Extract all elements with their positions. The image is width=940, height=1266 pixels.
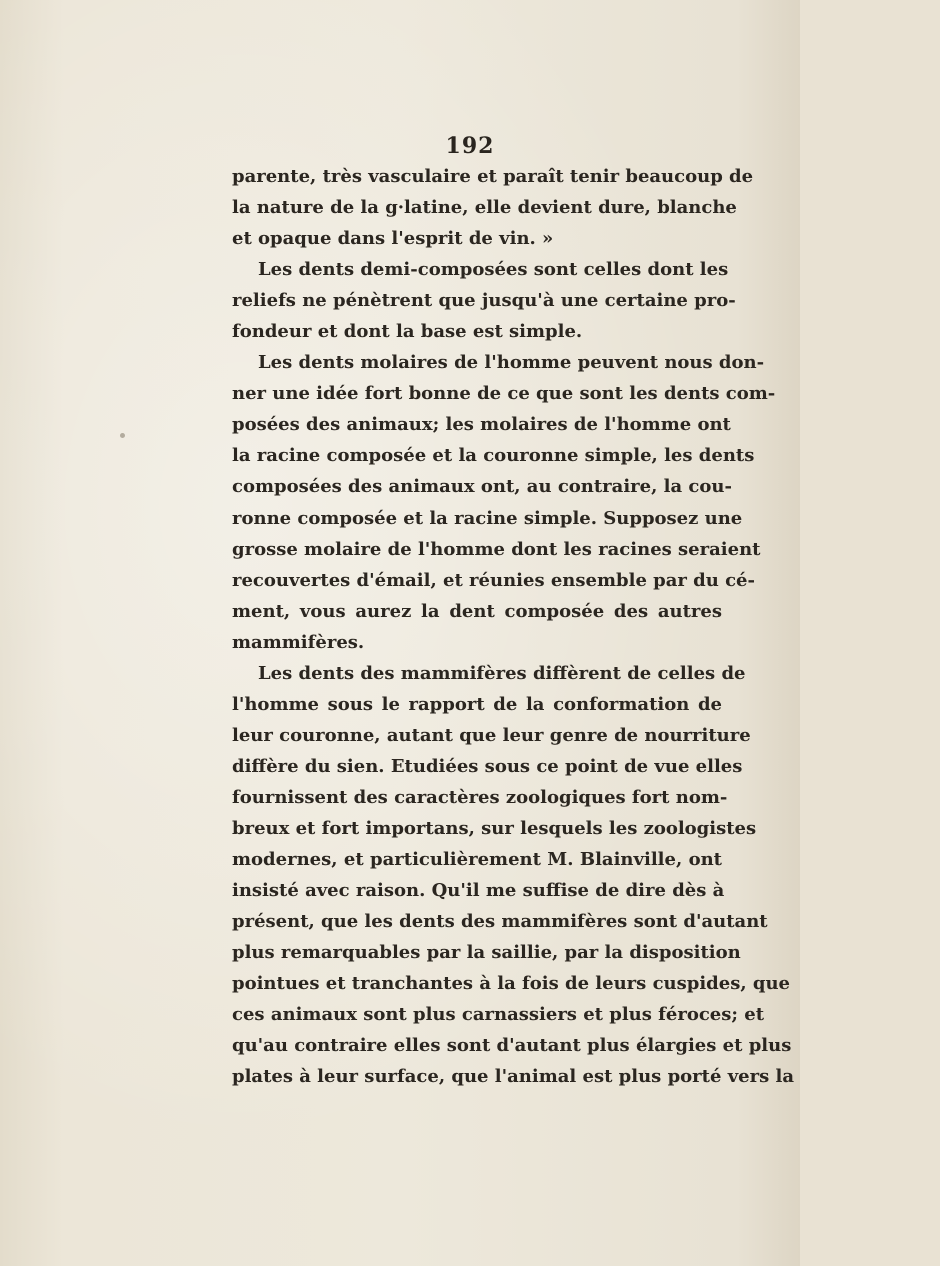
page-number: 192: [445, 133, 495, 159]
text-line: ner une idée fort bonne de ce que sont les dents com-: [232, 383, 776, 405]
text-line: plates à leur surface, que l'animal est plus porté vers la: [232, 1066, 794, 1088]
text-line: ces animaux sont plus carnassiers et plus féroces; et: [232, 1004, 765, 1026]
text-line: fournissent des caractères zoologiques fort nom-: [232, 786, 728, 808]
text-line: l'homme sous le rapport de la conformation de: [232, 693, 722, 715]
text-line: plus remarquables par la saillie, par la disposition: [232, 942, 741, 964]
text-line: recouvertes d'émail, et réunies ensemble par du cé-: [232, 569, 755, 591]
text-line: la nature de la g·latine, elle devient dure, blanche: [232, 197, 737, 219]
text-line: ment, vous aurez la dent composée des autres: [232, 600, 722, 622]
text-line: Les dents des mammifères diffèrent de celles de: [258, 662, 746, 684]
text-line: diffère du sien. Etudiées sous ce point de vue elles: [232, 755, 743, 777]
text-line: posées des animaux; les molaires de l'homme ont: [232, 414, 731, 436]
text-line: et opaque dans l'esprit de vin. »: [232, 228, 554, 250]
text-line: leur couronne, autant que leur genre de nourriture: [232, 724, 751, 746]
text-line: ronne composée et la racine simple. Supposez une: [232, 507, 743, 529]
text-line: parente, très vasculaire et paraît tenir beaucoup de: [232, 166, 754, 187]
text-line: présent, que les dents des mammifères sont d'autant: [232, 911, 768, 933]
body-text: [232, 161, 794, 1092]
text-line: reliefs ne pénètrent que jusqu'à une certaine pro-: [232, 290, 736, 312]
text-line: insisté avec raison. Qu'il me suffise de dire dès à: [232, 880, 725, 902]
text-line: breux et fort importans, sur lesquels les zoologistes: [232, 817, 757, 839]
text-line: Les dents demi-composées sont celles dont les: [258, 259, 729, 281]
text-line: composées des animaux ont, au contraire, la cou-: [232, 476, 732, 498]
text-line: la racine composée et la couronne simple, les dents: [232, 445, 755, 467]
text-line: Les dents molaires de l'homme peuvent nous don-: [258, 352, 765, 374]
paper-spot: [120, 433, 125, 438]
text-line: qu'au contraire elles sont d'autant plus élargies et plus: [232, 1035, 792, 1057]
text-line: modernes, et particulièrement M. Blainville, ont: [232, 849, 722, 871]
text-line: fondeur et dont la base est simple.: [232, 321, 583, 343]
text-line: mammifères.: [232, 631, 365, 653]
text-line: grosse molaire de l'homme dont les racines seraient: [232, 538, 761, 560]
text-line: pointues et tranchantes à la fois de leurs cuspides, que: [232, 973, 790, 995]
